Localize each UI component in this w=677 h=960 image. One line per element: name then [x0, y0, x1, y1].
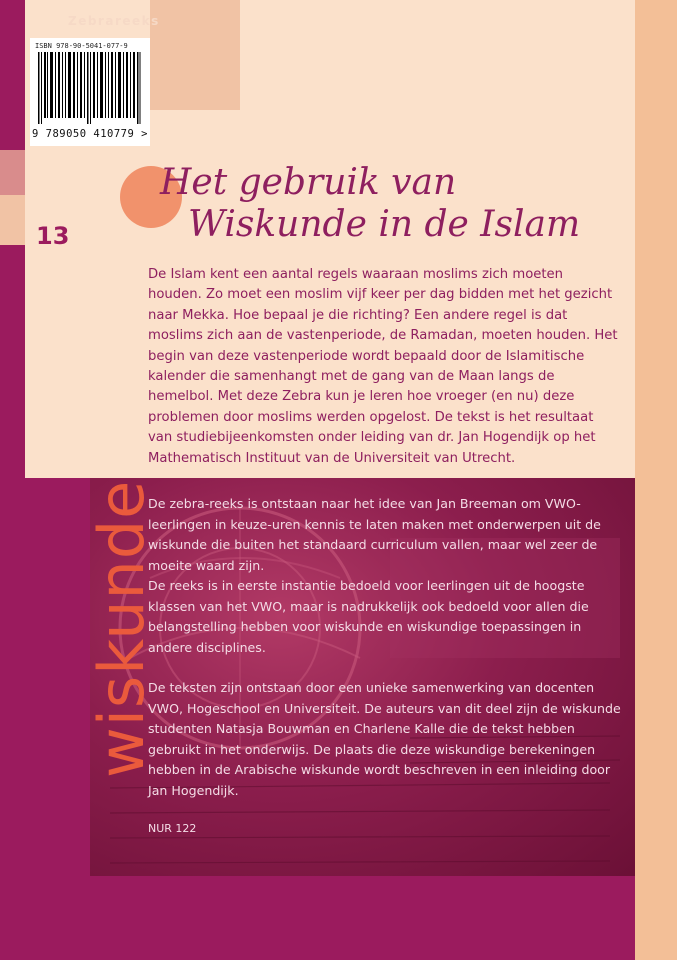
side-word-text: wiskunde	[85, 479, 158, 778]
left-peach-strip	[0, 195, 25, 245]
series-label: Zebrareeks	[68, 14, 160, 28]
title-line-2: Wiskunde in de Islam	[188, 204, 581, 245]
intro-text: De Islam kent een aantal regels waaraan moslims zich moeten houden. Zo moet een moslim vijf keer per dag bidden met het gezicht naar Mekka. Hoe bepaal je die richting? Een andere regel is dat moslims zich aan de vastenperiode, de Ramadan, moeten houden. Het begin van deze vastenperiode wordt bepaald door de Islamitische kalender die samenhangt met de gang van de Maan langs de hemelbol. Met deze Zebra kun je leren hoe vroeger (en nu) deze problemen door moslims werden opgelost. De tekst is het resultaat van studiebijeenkomsten onder leiding van dr. Jan Hogendijk op het Mathematisch Instituut van de Universiteit van Utrecht.	[148, 267, 618, 466]
paragraph-1: De zebra-reeks is ontstaan naar het idee van Jan Breeman om VWO-leerlingen in keuze-uren kennis te laten maken met onderwerpen uit de wiskunde die buiten het standaard curriculum vallen, maar wel zeer de moeite waard zijn.	[148, 496, 601, 573]
title-line-1: Het gebruik van	[160, 162, 457, 203]
side-word	[25, 478, 158, 778]
isbn-digits: 9 789050 410779 >	[32, 128, 148, 140]
salmon-accent-block	[150, 0, 240, 110]
paragraph-3: De teksten zijn ontstaan door een unieke samenwerking van docenten VWO, Hogeschool en Universiteit. De auteurs van dit deel zijn de wiskunde studenten Natasja Bouwman en Charlene Kalle die de tekst hebben gebruikt in het onderwijs. De plaats die deze wiskundige berekeningen hebben in de Arabische wiskunde wordt beschreven in een inleiding door Jan Hogendijk.	[148, 680, 621, 798]
paragraph-2: De reeks is in eerste instantie bedoeld voor leerlingen uit de hoogste klassen van het VWO, maar is nadrukkelijk ook bedoeld voor allen die belangstelling hebben voor wiskunde en wiskundige toepassingen in andere disciplines.	[148, 578, 589, 655]
left-pink-strip	[0, 150, 25, 195]
isbn-label: ISBN 978-90-5041-077-9	[35, 42, 128, 50]
nur-code: NUR 122	[148, 822, 197, 835]
volume-number: 13	[36, 222, 70, 250]
right-color-strip	[635, 0, 677, 960]
barcode-bars	[38, 52, 141, 124]
book-title	[160, 162, 580, 246]
series-description	[148, 494, 626, 821]
